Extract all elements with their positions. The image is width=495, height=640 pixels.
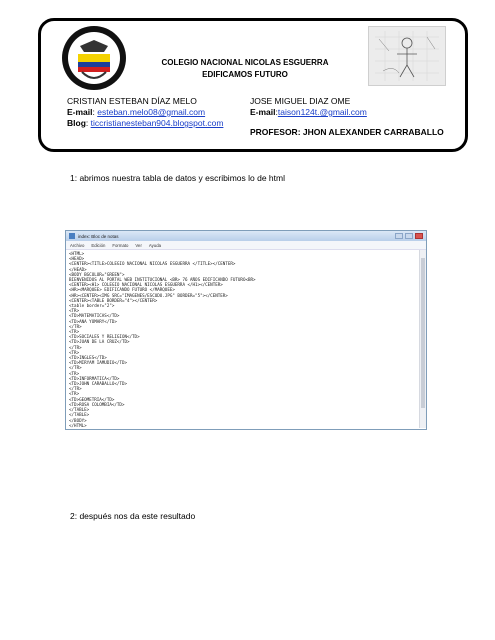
school-motto: EDIFICAMOS FUTURO bbox=[202, 70, 288, 79]
close-icon bbox=[415, 233, 423, 239]
pencil-sketch-image bbox=[368, 26, 446, 86]
email-label: E-mail bbox=[250, 107, 276, 117]
blog-label: Blog bbox=[67, 118, 86, 128]
step-2-text: 2: después nos da este resultado bbox=[70, 511, 196, 521]
student-email-link[interactable]: esteban.melo08@gmail.com bbox=[97, 107, 206, 117]
student-info bbox=[67, 96, 223, 129]
school-heading bbox=[130, 57, 360, 81]
menu-ayuda: Ayuda bbox=[148, 242, 161, 248]
school-crest-logo bbox=[60, 24, 128, 92]
student-email-row: E-mail: esteban.melo08@gmail.com bbox=[67, 107, 206, 117]
vertical-scrollbar bbox=[419, 250, 426, 428]
partner-name: JOSE MIGUEL DIAZ OME bbox=[250, 96, 351, 106]
html-code-text: <HTML> <HEAD> <CENTER><TITLE>COLEGIO NACIONAL NICOLAS ESGUERRA </TITLE></CENTER> </HEAD> <BODY BGCOLOR="GREEN"> BIENVENIDOS AL PORTAL WEB INSTITUCIONAL <BR> 76 AÑOS EDIFICANDO FUTURO<BR> <CENTER><H1> COLEGIO NACIONAL NICOLAS ESGUERRA </H1></CENTER> <HR><MARQUEE> EDIFICANDO FUTURO </MARQUEE> <HR><CENTER><IMG SRC="IMAGENES/ESCUDO.JPG" BORDER="5"></CENTER> <CENTER><TABLE BORDER="4"></CENTER> <table border="2"> <TR> <TD>MATEMATICAS</TD> <TD>ANA YOMARY</TD> </TR> <TR> <TD>SOCIALES Y RELIGION</TD> <TD>JUAN DE LA CRUZ</TD> </TR> <TR> <TD>INGLES</TD> <TD>MIRYAM IAMUDIO</TD> </TR> <TR> <TD>INFORMATICA</TD> <TD>JOHN CARABALLO</TD> </TR> <TR> <TD>GEOMETRIA</TD> <TD>ROSA COLOMBIA</TD> </TABLE> </TABLE> </BODY> </HTML> bbox=[69, 251, 256, 428]
partner-email-link[interactable]: taison124t.@gmail.com bbox=[277, 107, 367, 117]
notepad-titlebar bbox=[66, 231, 426, 241]
student-name: CRISTIAN ESTEBAN DÍAZ MELO bbox=[67, 96, 197, 106]
notepad-title: index: Bloc de notas bbox=[78, 233, 119, 239]
step-1-text: 1: abrimos nuestra tabla de datos y escribimos lo de html bbox=[70, 173, 285, 183]
menu-archivo: Archivo bbox=[70, 242, 85, 248]
notepad-menubar bbox=[66, 241, 426, 250]
menu-edicion: Edición bbox=[91, 242, 106, 248]
notepad-body bbox=[66, 250, 426, 428]
school-name: COLEGIO NACIONAL NICOLAS ESGUERRA bbox=[161, 58, 329, 67]
partner-info bbox=[250, 96, 367, 118]
notepad-screenshot bbox=[65, 230, 427, 430]
partner-email-row: E-mail:taison124t.@gmail.com bbox=[250, 107, 367, 117]
student-blog-row: Blog: ticcristianesteban904.blogspot.com bbox=[67, 118, 224, 128]
window-buttons bbox=[395, 233, 423, 239]
teacher-name: PROFESOR: JHON ALEXANDER CARRABALLO bbox=[250, 127, 444, 137]
maximize-icon bbox=[405, 233, 413, 239]
menu-formato: Formato bbox=[112, 242, 129, 248]
notepad-icon bbox=[69, 233, 75, 239]
email-label: E-mail bbox=[67, 107, 93, 117]
student-blog-link[interactable]: ticcristianesteban904.blogspot.com bbox=[90, 118, 224, 128]
menu-ver: Ver bbox=[135, 242, 142, 248]
minimize-icon bbox=[395, 233, 403, 239]
scrollbar-thumb bbox=[421, 258, 425, 408]
